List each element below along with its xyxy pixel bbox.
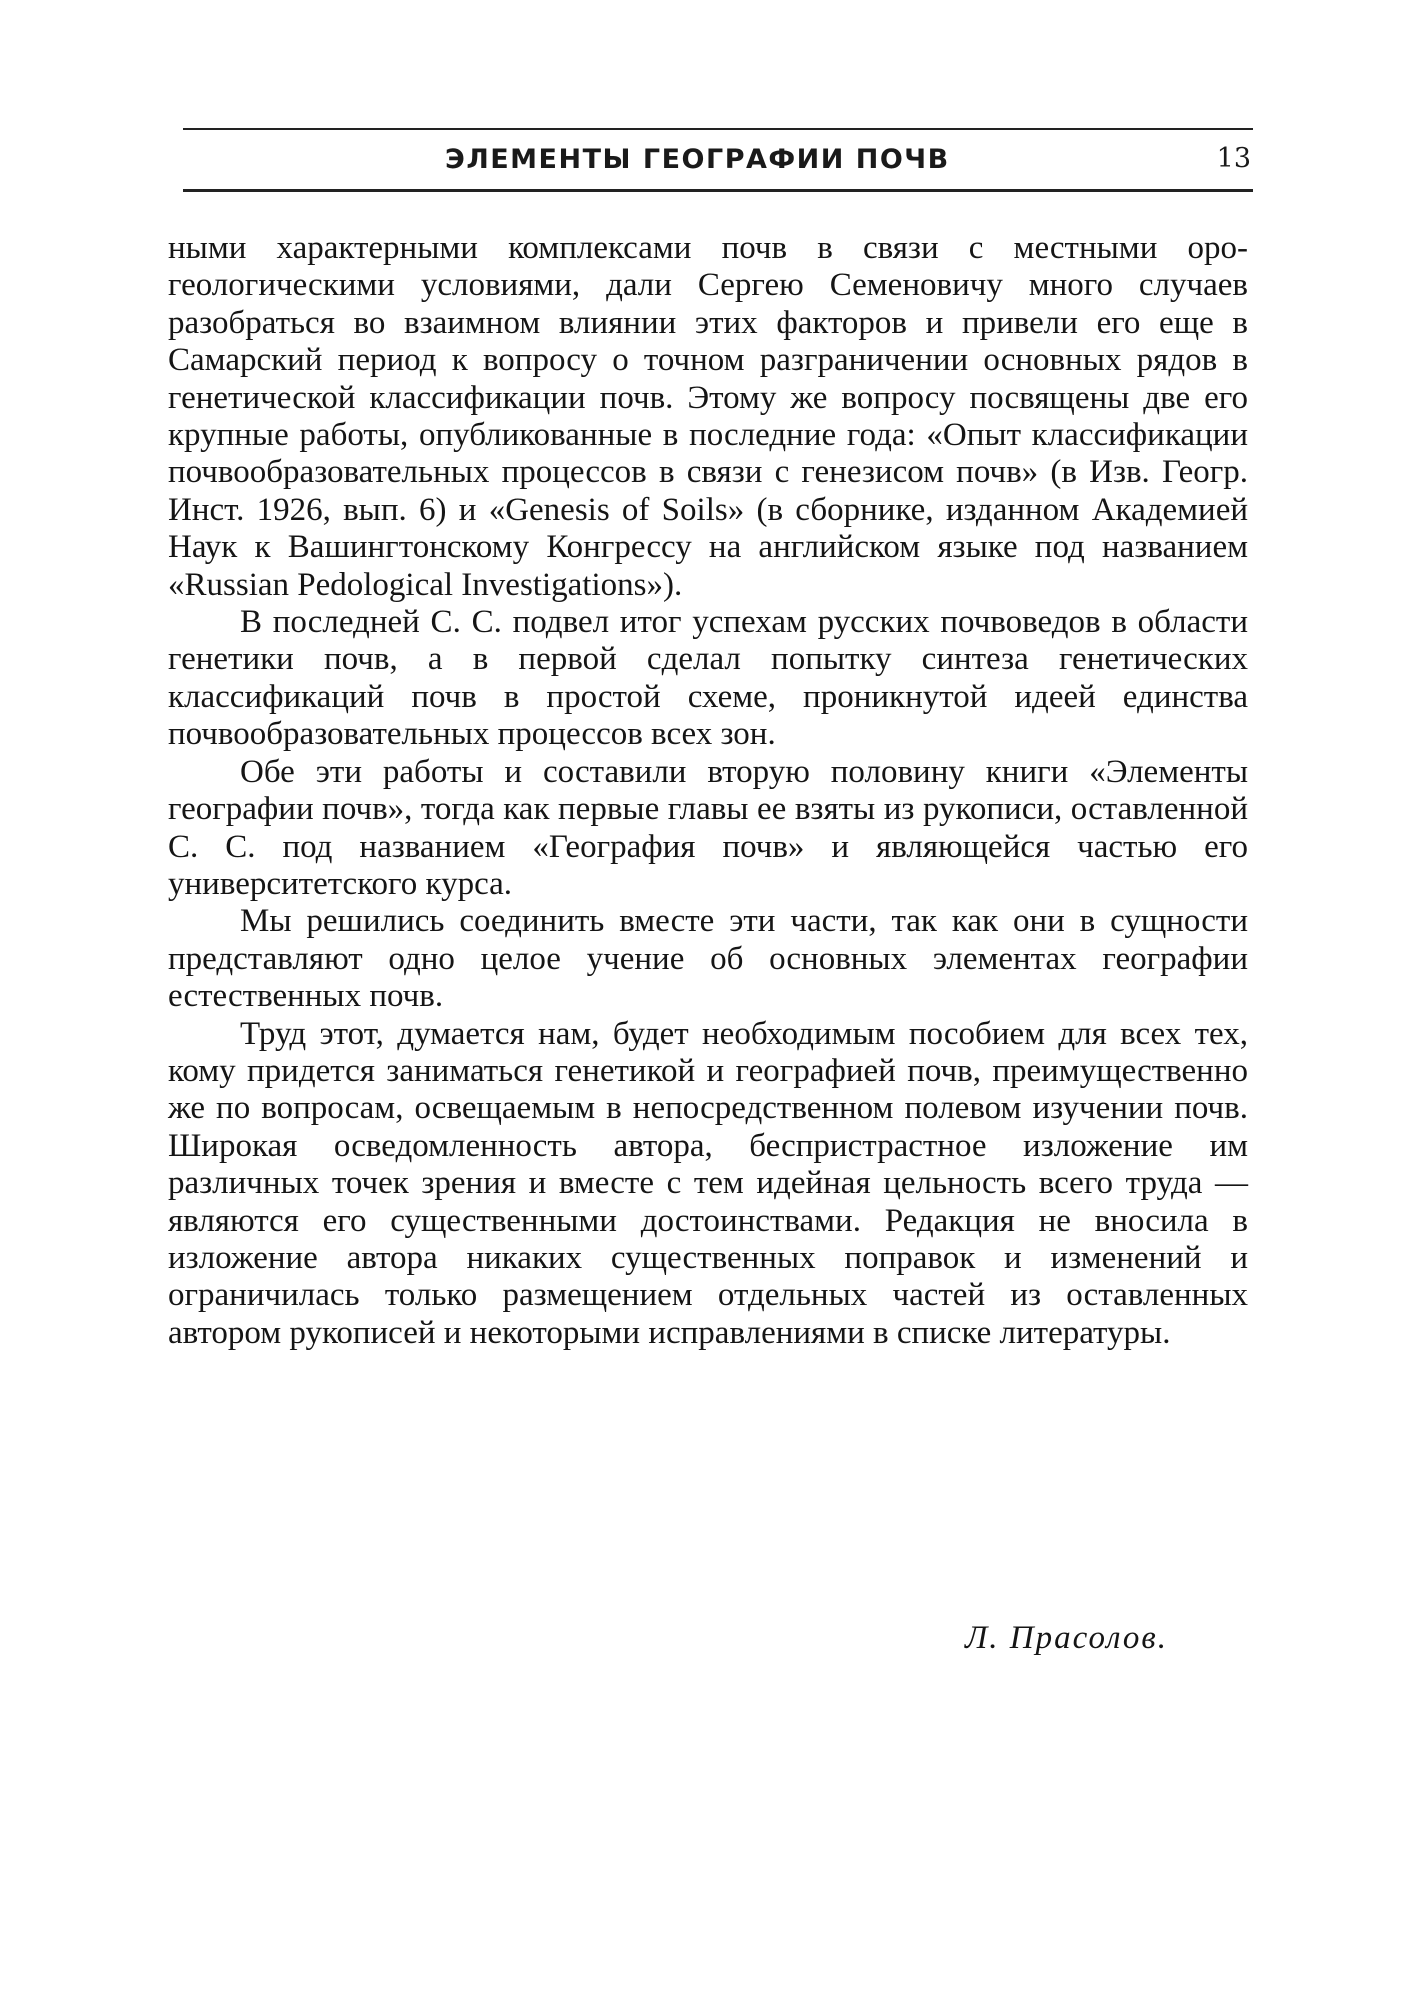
body-text [168, 230, 1248, 1352]
running-header [183, 128, 1253, 192]
paragraph-2: В последней С. С. подвел итог успехам русских почвоведов в области генетики почв, а в первой сделал попытку синтеза генетических классификаций почв в простой схеме, проникнутой идеей единства почвообразовательных процессов всех зон. [168, 604, 1248, 753]
paragraph-3: Обе эти работы и составили вторую половину книги «Элементы географии почв», тогда как первые главы ее взяты из рукописи, оставленной С. С. под названием «География почв» и являющейся частью его университетского курса. [168, 753, 1248, 902]
paragraph-4: Мы решились соединить вместе эти части, так как они в сущности представляют одно целое учение об основных элементах географии естественных почв. [168, 903, 1248, 1015]
paragraph-1: ными характерными комплексами почв в связи с местными оро-геологическими условиями, дали Сергею Семеновичу много случаев разобраться во взаимном влиянии этих факторов и привели его еще в Самарский период к вопросу о точном разграничении основных рядов в генетической классификации почв. Этому же вопросу посвящены две его крупные работы, опубликованные в последние года: «Опыт классификации почвообразовательных процессов в связи с генезисом почв» (в Изв. Геогр. Инст. 1926, вып. 6) и «Genesis of Soils» (в сборнике, изданном Академией Наук к Вашингтонскому Конгрессу на английском языке под названием «Russian Pedological Investigations»). [168, 230, 1248, 603]
running-title: ЭЛЕМЕНТЫ ГЕОГРАФИИ ПОЧВ [445, 144, 950, 175]
author-signature: Л. Прасолов. [964, 1620, 1168, 1656]
page-number: 13 [1216, 143, 1251, 174]
paragraph-5: Труд этот, думается нам, будет необходимым пособием для всех тех, кому придется заниматься генетикой и географией почв, преимущественно же по вопросам, освещаемым в непосредственном полевом изучении почв. Широкая осведомленность автора, беспристрастное изложение им различных точек зрения и вместе с тем идейная цельность всего труда — являются его существенными достоинствами. Редакция не вносила в изложение автора никаких существенных поправок и изменений и ограничилась только размещением отдельных частей из оставленных автором рукописей и некоторыми исправлениями в списке литературы. [168, 1015, 1248, 1351]
